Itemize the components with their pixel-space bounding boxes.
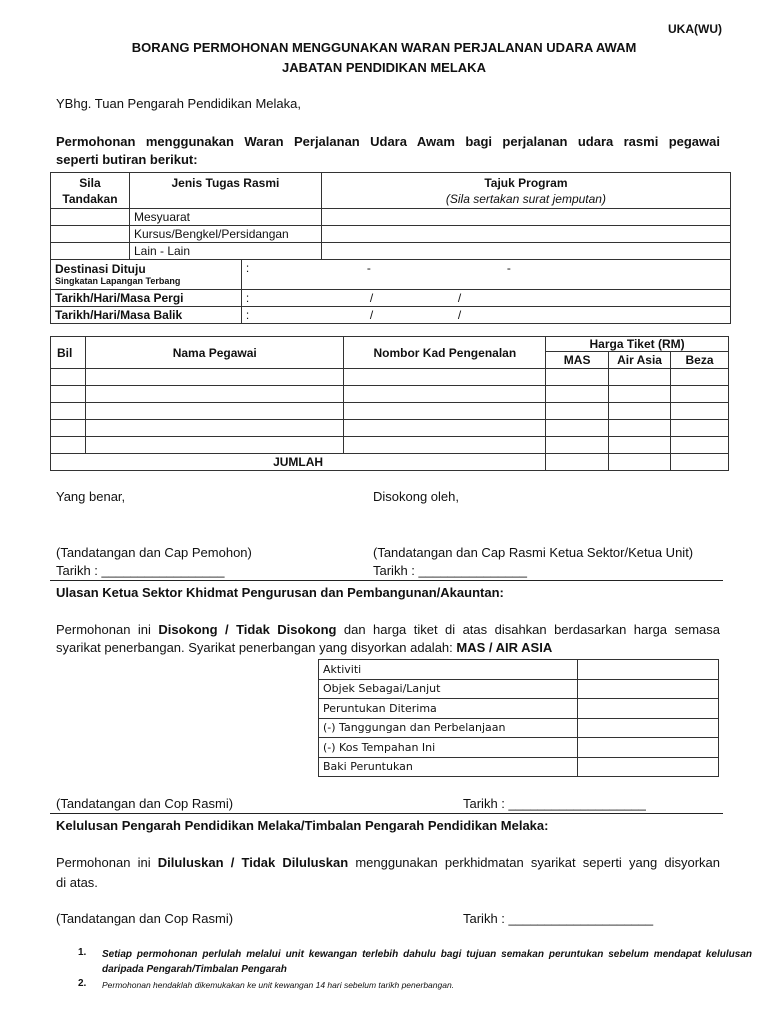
name-cell[interactable] (85, 403, 344, 420)
bil-cell[interactable] (51, 369, 86, 386)
depart-input[interactable]: : / / (241, 290, 730, 307)
ic-cell[interactable] (344, 386, 546, 403)
not-approved-option[interactable]: Tidak Diluluskan (241, 855, 349, 870)
beza-cell[interactable] (671, 403, 729, 420)
table-row (51, 437, 729, 454)
col-ic-header: Nombor Kad Pengenalan (344, 337, 546, 369)
total-beza[interactable] (671, 454, 729, 471)
destination-label: Destinasi Dituju Singkatan Lapangan Terbang (51, 260, 242, 290)
col-airasia-header: Air Asia (609, 352, 671, 369)
intro-text: Permohonan menggunakan Waran Perjalanan Udara Awam bagi perjalanan udara rasmi pegawai (56, 134, 720, 149)
beza-cell[interactable] (671, 369, 729, 386)
budget-label-tanggungan: (-) Tanggungan dan Perbelanjaan (319, 718, 578, 738)
mas-cell[interactable] (546, 403, 609, 420)
ic-cell[interactable] (344, 403, 546, 420)
name-cell[interactable] (85, 369, 344, 386)
ic-cell[interactable] (344, 420, 546, 437)
program-input-2[interactable] (321, 226, 730, 243)
budget-value[interactable] (578, 699, 719, 719)
budget-table (318, 659, 719, 777)
bil-cell[interactable] (51, 437, 86, 454)
return-input[interactable]: : / / (241, 307, 730, 324)
name-cell[interactable] (85, 420, 344, 437)
budget-label-kos: (-) Kos Tempahan Ini (319, 738, 578, 758)
review-text-1: Permohonan ini Disokong / Tidak Disokong dan harga tiket di atas disahkan berdasarkan harga semasa (56, 622, 720, 637)
form-department: JABATAN PENDIDIKAN MELAKA (282, 60, 486, 75)
ic-cell[interactable] (344, 437, 546, 454)
intro-text-2: seperti butiran berikut: (56, 152, 198, 167)
name-cell[interactable] (85, 386, 344, 403)
ticket-price-header: Harga Tiket (RM) (546, 337, 729, 352)
table-row (51, 403, 729, 420)
approved-option[interactable]: Diluluskan (157, 855, 224, 870)
mas-cell[interactable] (546, 369, 609, 386)
budget-label-objek: Objek Sebagai/Lanjut (319, 679, 578, 699)
beza-cell[interactable] (671, 420, 729, 437)
table-row (51, 386, 729, 403)
salutation: YBhg. Tuan Pengarah Pendidikan Melaka, (56, 96, 302, 111)
head-signature-label: (Tandatangan dan Cap Rasmi Ketua Sektor/Ketua Unit) (373, 545, 694, 560)
officers-table (50, 336, 729, 471)
bil-cell[interactable] (51, 403, 86, 420)
section-divider-2 (50, 813, 723, 814)
budget-label-baki: Baki Peruntukan (319, 757, 578, 777)
program-input-3[interactable] (321, 243, 730, 260)
airasia-cell[interactable] (609, 386, 671, 403)
beza-cell[interactable] (671, 386, 729, 403)
mas-cell[interactable] (546, 386, 609, 403)
review-signature-label: (Tandatangan dan Cop Rasmi) (56, 796, 234, 811)
duty-type-lain: Lain - Lain (129, 243, 321, 260)
airasia-cell[interactable] (609, 403, 671, 420)
review-text-2: syarikat penerbangan. Syarikat penerbangan yang disyorkan adalah: MAS / AIR ASIA (56, 640, 553, 655)
col-name-header: Nama Pegawai (85, 337, 344, 369)
mas-cell[interactable] (546, 420, 609, 437)
approval-heading: Kelulusan Pengarah Pendidikan Melaka/Timbalan Pengarah Pendidikan Melaka: (56, 818, 549, 833)
col-mas-header: MAS (546, 352, 609, 369)
return-label: Tarikh/Hari/Masa Balik (51, 307, 242, 324)
supported-option[interactable]: Disokong (158, 622, 218, 637)
form-code: UKA(WU) (668, 22, 722, 36)
col-duty-type-header: Jenis Tugas Rasmi (129, 173, 321, 209)
bil-cell[interactable] (51, 386, 86, 403)
col-program-header: Tajuk Program (Sila sertakan surat jemputan) (321, 173, 730, 209)
total-label: JUMLAH (51, 454, 546, 471)
tick-cell-kursus[interactable] (51, 226, 130, 243)
disokong-oleh: Disokong oleh, (373, 489, 459, 504)
depart-label: Tarikh/Hari/Masa Pergi (51, 290, 242, 307)
bil-cell[interactable] (51, 420, 86, 437)
review-heading: Ulasan Ketua Sektor Khidmat Pengurusan dan Pembangunan/Akauntan: (56, 585, 504, 600)
approval-signature-label: (Tandatangan dan Cop Rasmi) (56, 911, 234, 926)
approval-text-1: Permohonan ini Diluluskan / Tidak Diluluskan menggunakan perkhidmatan syarikat seperti yang disyorkan (56, 855, 720, 870)
budget-value[interactable] (578, 718, 719, 738)
budget-value[interactable] (578, 679, 719, 699)
tick-cell-lain[interactable] (51, 243, 130, 260)
col-bil-header: Bil (51, 337, 86, 369)
col-tick-header: Sila Tandakan (51, 173, 130, 209)
head-date-field[interactable]: Tarikh : _______________ (373, 563, 527, 578)
budget-value[interactable] (578, 738, 719, 758)
tick-cell-mesyuarat[interactable] (51, 209, 130, 226)
duty-type-mesyuarat: Mesyuarat (129, 209, 321, 226)
form-title: BORANG PERMOHONAN MENGGUNAKAN WARAN PERJALANAN UDARA AWAM (131, 40, 637, 55)
budget-label-peruntukan: Peruntukan Diterima (319, 699, 578, 719)
table-row (51, 420, 729, 437)
airline-options[interactable]: MAS / AIR ASIA (456, 640, 553, 655)
airasia-cell[interactable] (609, 437, 671, 454)
col-beza-header: Beza (671, 352, 729, 369)
yang-benar: Yang benar, (56, 489, 126, 504)
total-airasia[interactable] (609, 454, 671, 471)
travel-details-table (50, 172, 731, 324)
destination-input[interactable]: : - - (241, 260, 730, 290)
duty-type-kursus: Kursus/Bengkel/Persidangan (129, 226, 321, 243)
approval-date-field[interactable]: Tarikh : ____________________ (463, 911, 654, 926)
airasia-cell[interactable] (609, 369, 671, 386)
section-divider-1 (50, 580, 723, 581)
approval-text-2: di atas. (56, 875, 98, 890)
applicant-date-field[interactable]: Tarikh : _________________ (56, 563, 225, 578)
budget-label-aktiviti: Aktiviti (319, 660, 578, 680)
table-row (51, 369, 729, 386)
name-cell[interactable] (85, 437, 344, 454)
airasia-cell[interactable] (609, 420, 671, 437)
program-input-1[interactable] (321, 209, 730, 226)
mas-cell[interactable] (546, 437, 609, 454)
total-mas[interactable] (546, 454, 609, 471)
review-date-field[interactable]: Tarikh : ___________________ (463, 796, 646, 811)
beza-cell[interactable] (671, 437, 729, 454)
not-supported-option[interactable]: Tidak Disokong (236, 622, 337, 637)
ic-cell[interactable] (344, 369, 546, 386)
applicant-signature-label: (Tandatangan dan Cap Pemohon) (56, 545, 252, 560)
budget-value[interactable] (578, 757, 719, 777)
budget-value[interactable] (578, 660, 719, 680)
